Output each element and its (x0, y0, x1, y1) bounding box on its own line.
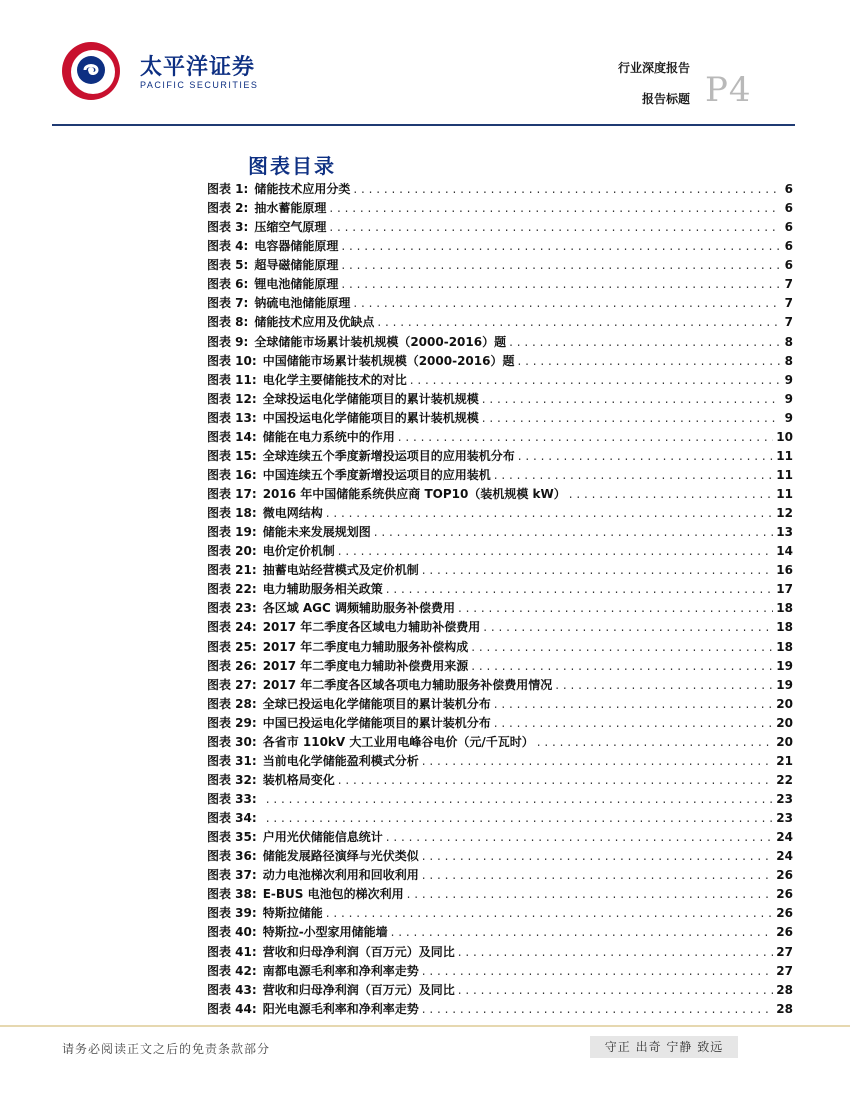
toc-entry-label: 图表 37: (207, 868, 257, 883)
toc-entry-page: 18 (776, 601, 793, 616)
toc-entry-title: 储能未来发展规划图 (262, 525, 371, 540)
toc-entry-title: 阳光电源毛利率和净利率走势 (262, 1001, 419, 1016)
toc-entry-title: E-BUS 电池包的梯次利用 (262, 887, 404, 902)
toc-entry[interactable] (207, 561, 793, 580)
toc-dot-leader (410, 371, 780, 390)
toc-entry-page: 9 (784, 372, 793, 387)
footer-motto: 守正 出奇 宁静 致远 (590, 1036, 738, 1058)
toc-entry-title: 中国已投运电化学储能项目的累计装机分布 (262, 715, 491, 730)
toc-entry-title: 储能技术应用及优缺点 (254, 315, 375, 330)
toc-entry[interactable] (207, 275, 793, 294)
toc-entry-title: 锂电池储能原理 (254, 277, 339, 292)
toc-entry[interactable] (207, 962, 793, 981)
toc-entry-title: 微电网结构 (262, 506, 323, 521)
toc-dot-leader (341, 256, 780, 275)
toc-entry-title: 电价定价机制 (262, 544, 335, 559)
toc-entry-page: 9 (784, 391, 793, 406)
toc-entry-page: 21 (776, 753, 793, 768)
toc-entry-page: 6 (784, 182, 793, 196)
toc-dot-leader (407, 885, 774, 904)
toc-entry-title: 当前电化学储能盈利模式分析 (262, 753, 419, 768)
toc-entry[interactable] (207, 199, 793, 218)
toc-entry-title: 抽蓄电站经营模式及定价机制 (262, 563, 419, 578)
toc-entry-label: 图表 7: (207, 296, 249, 311)
toc-entry-title: 中国储能市场累计装机规模（2000-2016）题 (262, 353, 515, 368)
toc-entry-label: 图表 6: (207, 277, 249, 292)
toc-entry-label: 图表 22: (207, 582, 257, 597)
toc-entry[interactable] (207, 771, 793, 790)
toc-dot-leader (386, 828, 774, 847)
toc-entry[interactable] (207, 714, 793, 733)
toc-entry-page: 27 (776, 944, 793, 959)
page-number: P4 (705, 70, 752, 110)
toc-entry-title: 特斯拉-小型家用储能墙 (262, 925, 388, 940)
toc-entry-label: 图表 18: (207, 506, 257, 521)
toc-entry-label: 图表 28: (207, 696, 257, 711)
toc-entry-label: 图表 8: (207, 315, 249, 330)
toc-dot-leader (326, 904, 774, 923)
toc-entry-page: 13 (776, 525, 793, 540)
toc-dot-leader (483, 618, 773, 637)
toc-entry-title: 储能发展路径演绎与光伏类似 (262, 849, 419, 864)
toc-entry-label: 图表 23: (207, 601, 257, 616)
brand-logo (60, 40, 260, 105)
toc-entry-label: 图表 26: (207, 658, 257, 673)
toc-dot-leader (482, 390, 780, 409)
toc-dot-leader (422, 866, 774, 885)
toc-dot-leader (458, 599, 773, 618)
toc-entry-label: 图表 15: (207, 448, 257, 463)
toc-entry-label: 图表 35: (207, 830, 257, 845)
toc-entry-page: 7 (784, 296, 793, 311)
toc-entry-page: 20 (776, 715, 793, 730)
toc-entry[interactable] (207, 218, 793, 237)
toc-entry[interactable] (207, 923, 793, 942)
toc-entry-page: 20 (776, 734, 793, 749)
toc-entry[interactable] (207, 352, 793, 371)
toc-entry[interactable] (207, 847, 793, 866)
footer-divider (0, 1025, 850, 1027)
toc-entry-label: 图表 17: (207, 487, 257, 501)
toc-entry-page: 11 (776, 487, 793, 501)
header-divider (52, 124, 795, 126)
toc-dot-leader (494, 714, 774, 733)
toc-entry-label: 图表 31: (207, 753, 257, 768)
toc-entry-page: 27 (776, 963, 793, 978)
toc-dot-leader (398, 428, 774, 447)
toc-entry-title: 户用光伏储能信息统计 (262, 830, 383, 845)
toc-dot-leader (341, 237, 780, 256)
toc-entry[interactable] (207, 885, 793, 904)
toc-entry-page: 8 (784, 334, 793, 349)
toc-entry-page: 6 (784, 239, 793, 254)
toc-entry-page: 7 (784, 315, 793, 330)
toc-entry-label: 图表 41: (207, 944, 257, 959)
toc-entry[interactable] (207, 409, 793, 428)
toc-dot-leader (386, 580, 774, 599)
toc-entry[interactable] (207, 828, 793, 847)
toc-dot-leader (517, 352, 780, 371)
toc-dot-leader (422, 1000, 774, 1019)
toc-entry[interactable] (207, 237, 793, 256)
toc-dot-leader (329, 199, 780, 218)
toc-entry-page: 6 (784, 258, 793, 273)
brand-name-en: PACIFIC SECURITIES (140, 80, 259, 90)
toc-entry-title: 营收和归母净利润（百万元）及同比 (262, 982, 455, 997)
toc-entry-page: 26 (776, 868, 793, 883)
toc-entry[interactable] (207, 428, 793, 447)
footer-disclaimer: 请务必阅读正文之后的免责条款部分 (62, 1042, 271, 1056)
toc-entry-label: 图表 1: (207, 182, 249, 196)
toc-entry-label: 图表 13: (207, 410, 257, 425)
toc-dot-leader (537, 733, 774, 752)
toc-entry[interactable] (207, 333, 793, 352)
toc-entry-label: 图表 40: (207, 925, 257, 940)
toc-entry[interactable] (207, 523, 793, 542)
toc-entry-title: 2017 年二季度电力辅助服务补偿构成 (262, 639, 469, 654)
toc-entry-label: 图表 38: (207, 887, 257, 902)
toc-entry-label: 图表 11: (207, 372, 257, 387)
toc-entry-label: 图表 20: (207, 544, 257, 559)
toc-entry-label: 图表 44: (207, 1001, 257, 1016)
toc-entry-title: 电力辅助服务相关政策 (262, 582, 383, 597)
toc-entry-page: 24 (776, 830, 793, 845)
toc-entry-title: 装机格局变化 (262, 772, 335, 787)
toc-entry[interactable] (207, 695, 793, 714)
toc-entry-label: 图表 5: (207, 258, 249, 273)
toc-entry[interactable] (207, 638, 793, 657)
toc-entry[interactable] (207, 466, 793, 485)
toc-entry-page: 6 (784, 220, 793, 235)
toc-entry[interactable] (207, 657, 793, 676)
toc-dot-leader (353, 294, 780, 313)
toc-entry-label: 图表 43: (207, 982, 257, 997)
toc-entry-label: 图表 12: (207, 391, 257, 406)
toc-entry-page: 14 (776, 544, 793, 559)
toc-dot-leader (494, 695, 774, 714)
toc-entry-label: 图表 34: (207, 811, 257, 826)
toc-entry-page: 26 (776, 906, 793, 921)
toc-entry-label: 图表 32: (207, 772, 257, 787)
toc-entry[interactable] (207, 904, 793, 923)
toc-entry-title: 2017 年二季度各区域电力辅助补偿费用 (262, 620, 481, 635)
toc-entry[interactable] (207, 618, 793, 637)
toc-entry-page: 18 (776, 620, 793, 635)
toc-entry-title: 储能在电力系统中的作用 (262, 429, 395, 444)
toc-entry-label: 图表 39: (207, 906, 257, 921)
toc-entry[interactable] (207, 180, 793, 199)
toc-entry-title: 抽水蓄能原理 (254, 201, 327, 216)
toc-dot-leader (509, 333, 780, 352)
toc-dot-leader (266, 790, 774, 809)
toc-dot-leader (326, 504, 774, 523)
brand-name-cn: 太平洋证券 (140, 55, 256, 80)
toc-dot-leader (518, 447, 774, 466)
toc-dot-leader (377, 313, 780, 332)
toc-entry-title: 中国连续五个季度新增投运项目的应用装机 (262, 467, 491, 482)
toc-entry-page: 12 (776, 506, 793, 521)
toc-dot-leader (422, 752, 774, 771)
toc-entry-title: 储能技术应用分类 (254, 182, 351, 196)
toc-entry[interactable] (207, 256, 793, 275)
toc-entry-label: 图表 25: (207, 639, 257, 654)
toc-entry-page: 19 (776, 658, 793, 673)
toc-entry-title: 2017 年二季度各区域各项电力辅助服务补偿费用情况 (262, 677, 553, 692)
toc-entry-page: 24 (776, 849, 793, 864)
toc-dot-leader (482, 409, 780, 428)
toc-entry-page: 26 (776, 887, 793, 902)
toc-entry-label: 图表 14: (207, 429, 257, 444)
toc-entry-page: 22 (776, 772, 793, 787)
toc-entry[interactable] (207, 390, 793, 409)
toc-entry-title: 2017 年二季度电力辅助补偿费用来源 (262, 658, 469, 673)
toc-entry-title: 全球储能市场累计装机规模（2000-2016）题 (254, 334, 507, 349)
toc-entry-label: 图表 24: (207, 620, 257, 635)
toc-entry[interactable] (207, 676, 793, 695)
toc-dot-leader (471, 638, 773, 657)
toc-entry-page: 26 (776, 925, 793, 940)
toc-dot-leader (471, 657, 773, 676)
toc-dot-leader (329, 218, 780, 237)
toc-entry[interactable] (207, 981, 793, 1000)
toc-entry-page: 6 (784, 201, 793, 216)
toc-entry[interactable] (207, 809, 793, 828)
toc-entry-label: 图表 33: (207, 792, 257, 806)
report-type: 行业深度报告 (617, 61, 690, 75)
toc-entry[interactable] (207, 790, 793, 809)
toc-entry-page: 11 (776, 467, 793, 482)
toc-entry-title: 营收和归母净利润（百万元）及同比 (262, 944, 455, 959)
toc-entry-page: 20 (776, 696, 793, 711)
toc-entry-title: 超导磁储能原理 (254, 258, 339, 273)
toc-entry-label: 图表 3: (207, 220, 249, 235)
toc-heading: 图表目录 (248, 154, 336, 178)
report-title: 报告标题 (641, 92, 690, 106)
toc-entry-title: 电化学主要储能技术的对比 (262, 372, 407, 387)
toc-entry-label: 图表 4: (207, 239, 249, 254)
toc-entry-title: 特斯拉储能 (262, 906, 323, 921)
toc-entry-page: 28 (776, 982, 793, 997)
toc-dot-leader (422, 561, 774, 580)
toc-entry-label: 图表 29: (207, 715, 257, 730)
toc-dot-leader (338, 542, 774, 561)
toc-entry-page: 23 (776, 792, 793, 806)
toc-entry-page: 28 (776, 1001, 793, 1016)
toc-entry-title: 中国投运电化学储能项目的累计装机规模 (262, 410, 479, 425)
toc-dot-leader (569, 485, 774, 504)
toc-dot-leader (555, 676, 773, 695)
toc-entry[interactable] (207, 313, 793, 332)
toc-entry-page: 16 (776, 563, 793, 578)
toc-dot-leader (422, 847, 774, 866)
toc-entry-page: 10 (776, 429, 793, 444)
toc-entry-title: 钠硫电池储能原理 (254, 296, 351, 311)
toc-dot-leader (458, 981, 774, 1000)
toc-entry-page: 11 (776, 448, 793, 463)
toc-entry-page: 9 (784, 410, 793, 425)
toc-entry[interactable] (207, 733, 793, 752)
toc-entry-label: 图表 10: (207, 353, 257, 368)
toc-entry-label: 图表 42: (207, 963, 257, 978)
toc-entry-title: 全球连续五个季度新增投运项目的应用装机分布 (262, 448, 515, 463)
toc-dot-leader (266, 809, 774, 828)
toc-entry-page: 18 (776, 639, 793, 654)
toc-entry[interactable] (207, 599, 793, 618)
toc-entry[interactable] (207, 504, 793, 523)
toc-entry[interactable] (207, 866, 793, 885)
toc-entry[interactable] (207, 294, 793, 313)
toc-dot-leader (494, 466, 774, 485)
toc-entry-title: 压缩空气原理 (254, 220, 327, 235)
pacific-securities-logo-icon (60, 40, 122, 102)
toc-entry-title: 电容器储能原理 (254, 239, 339, 254)
toc-entry-title: 全球已投运电化学储能项目的累计装机分布 (262, 696, 491, 711)
toc-dot-leader (341, 275, 780, 294)
toc-entry[interactable] (207, 1000, 793, 1019)
toc-entry-page: 8 (784, 353, 793, 368)
toc-entry[interactable] (207, 542, 793, 561)
toc-entry-title: 动力电池梯次利用和回收利用 (262, 868, 419, 883)
toc-entry-page: 19 (776, 677, 793, 692)
toc-entry-title: 各省市 110kV 大工业用电峰谷电价（元/千瓦时） (262, 734, 534, 749)
figure-toc-list (207, 180, 793, 1019)
toc-dot-leader (338, 771, 774, 790)
toc-entry[interactable] (207, 447, 793, 466)
toc-entry[interactable] (207, 371, 793, 390)
toc-entry[interactable] (207, 485, 793, 504)
toc-entry-title: 2016 年中国储能系统供应商 TOP10（装机规模 kW） (262, 487, 566, 501)
toc-entry-title: 全球投运电化学储能项目的累计装机规模 (262, 391, 479, 406)
toc-dot-leader (391, 923, 774, 942)
toc-entry-label: 图表 9: (207, 334, 249, 349)
toc-entry-page: 7 (784, 277, 793, 292)
toc-entry-title: 南都电源毛利率和净利率走势 (262, 963, 419, 978)
toc-entry-page: 17 (776, 582, 793, 597)
toc-dot-leader (458, 943, 774, 962)
toc-dot-leader (422, 962, 774, 981)
toc-entry-page: 23 (776, 811, 793, 826)
toc-dot-leader (353, 180, 780, 199)
toc-entry-label: 图表 19: (207, 525, 257, 540)
toc-entry[interactable] (207, 752, 793, 771)
page-header (0, 0, 850, 130)
toc-entry[interactable] (207, 943, 793, 962)
toc-entry[interactable] (207, 580, 793, 599)
toc-entry-title: 各区域 AGC 调频辅助服务补偿费用 (262, 601, 455, 616)
toc-entry-label: 图表 21: (207, 563, 257, 578)
toc-dot-leader (374, 523, 774, 542)
toc-entry-label: 图表 30: (207, 734, 257, 749)
toc-entry-label: 图表 36: (207, 849, 257, 864)
toc-entry-label: 图表 27: (207, 677, 257, 692)
toc-entry-label: 图表 16: (207, 467, 257, 482)
toc-entry-label: 图表 2: (207, 201, 249, 216)
